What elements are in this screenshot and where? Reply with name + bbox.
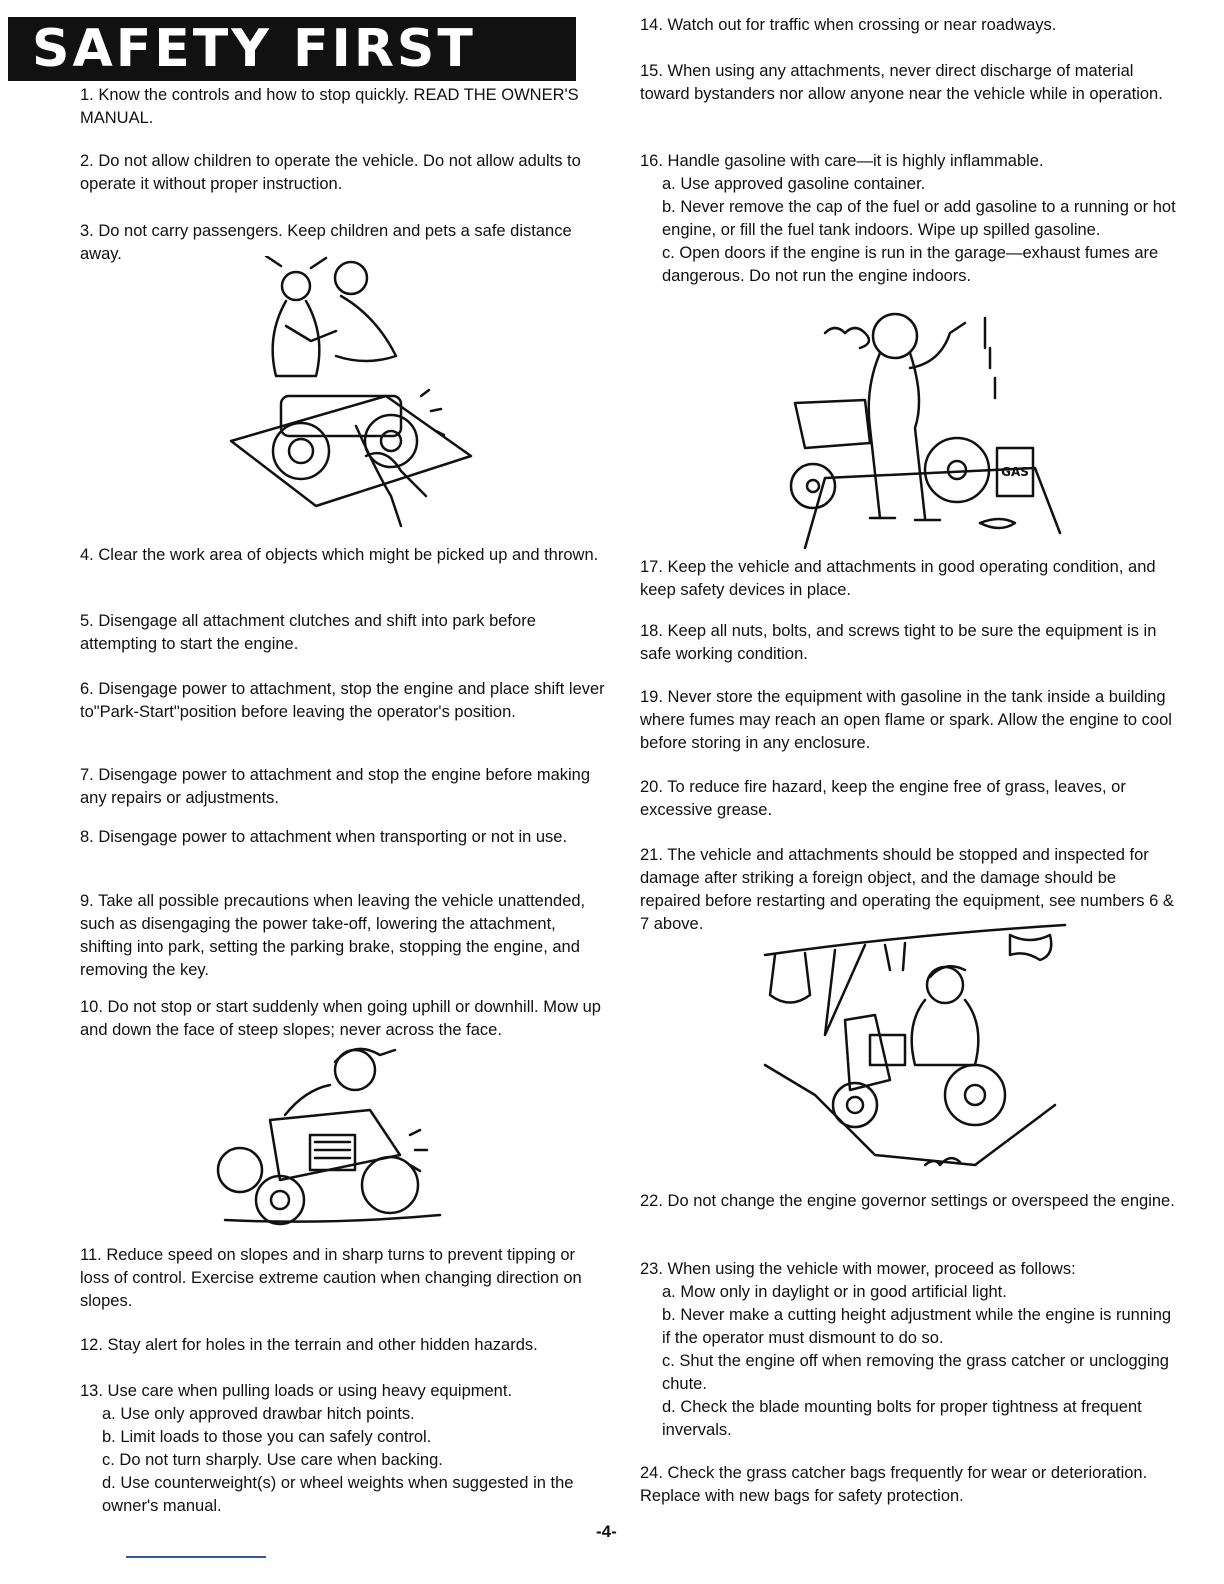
safety-rule-14: 14. Watch out for traffic when crossing or near roadways. — [640, 16, 1057, 34]
safety-rule-13: 13. Use care when pulling loads or using heavy equipment. a. Use only approved drawbar hitch points. b. Limit loads to those you can safely control. c. Do not turn sharply. Use care when backing. d. Use counterweight(s) or wheel weights when suggested in the owner's manual. — [80, 1380, 608, 1518]
safety-rule-13a: a. Use only approved drawbar hitch points. — [102, 1405, 415, 1423]
safety-rule-19: 19. Never store the equipment with gasoline in the tank inside a building where fumes may reach an open flame or spark. Allow the engine to cool before storing in any enclosure. — [640, 688, 1172, 752]
safety-rule-23b: b. Never make a cutting height adjustment while the engine is running if the operator must dismount to do so. — [662, 1306, 1172, 1347]
footer-rule — [126, 1556, 266, 1558]
safety-rule-23d: d. Check the blade mounting bolts for proper tightness at frequent invervals. — [662, 1398, 1142, 1439]
safety-rule-12: 12. Stay alert for holes in the terrain and other hidden hazards. — [80, 1336, 538, 1354]
safety-rule-11: 11. Reduce speed on slopes and in sharp turns to prevent tipping or loss of control. Exercise extreme caution when changing direction on slopes. — [80, 1246, 582, 1310]
safety-rule-13d: d. Use counterweight(s) or wheel weights when suggested in the owner's manual. — [102, 1474, 574, 1515]
safety-rule-6: 6. Disengage power to attachment, stop the engine and place shift lever to"Park-Start"position before leaving the operator's position. — [80, 680, 605, 721]
safety-rule-16a: a. Use approved gasoline container. — [662, 175, 926, 193]
gas-can-label: GAS — [1001, 465, 1029, 479]
safety-rule-9: 9. Take all possible precautions when leaving the vehicle unattended, such as disengaging the power take-off, lowering the attachment, shifting into park, setting the parking brake, stopping the engine, and removing the key. — [80, 892, 586, 979]
mower-on-slope-illustration — [210, 1040, 450, 1235]
safety-rule-23: 23. When using the vehicle with mower, proceed as follows: a. Mow only in daylight or in good artificial light. b. Never make a cutting height adjustment while the engine is running if the operator must dismount to do so. c. Shut the engine off when removing the grass catcher or unclogging chute. d. Check the blade mounting bolts for proper tightness at frequent invervals. — [640, 1258, 1180, 1442]
safety-rule-16c: c. Open doors if the engine is run in the garage—exhaust fumes are dangerous. Do not run the engine indoors. — [662, 244, 1159, 285]
safety-rule-21: 21. The vehicle and attachments should be stopped and inspected for damage after striking a foreign object, and the damage should be repaired before restarting and operating the equipment, see numbers 6 & 7 above. — [640, 846, 1174, 933]
safety-rule-18: 18. Keep all nuts, bolts, and screws tight to be sure the equipment is in safe working condition. — [640, 622, 1157, 663]
safety-rule-20: 20. To reduce fire hazard, keep the engine free of grass, leaves, or excessive grease. — [640, 778, 1126, 819]
safety-rule-22: 22. Do not change the engine governor settings or overspeed the engine. — [640, 1192, 1175, 1210]
smoking-near-gasoline-illustration — [785, 308, 1065, 553]
children-on-tractor-illustration — [226, 256, 476, 531]
safety-rule-13b: b. Limit loads to those you can safely control. — [102, 1428, 432, 1446]
safety-rule-10: 10. Do not stop or start suddenly when going uphill or downhill. Mow up and down the face of steep slopes; never across the face. — [80, 998, 601, 1039]
page-number: -4- — [596, 1522, 617, 1541]
safety-rule-7: 7. Disengage power to attachment and stop the engine before making any repairs or adjustments. — [80, 766, 591, 807]
safety-rule-23c: c. Shut the engine off when removing the grass catcher or unclogging chute. — [662, 1352, 1169, 1393]
safety-rule-23a: a. Mow only in daylight or in good artificial light. — [662, 1283, 1007, 1301]
safety-rule-16b: b. Never remove the cap of the fuel or add gasoline to a running or hot engine, or fill the fuel tank indoors. Wipe up spilled gasoline. — [662, 198, 1176, 239]
safety-rule-3: 3. Do not carry passengers. Keep children and pets a safe distance away. — [80, 222, 572, 263]
clothesline-hazard-illustration — [755, 915, 1075, 1180]
safety-rule-8: 8. Disengage power to attachment when transporting or not in use. — [80, 828, 568, 846]
safety-rule-24: 24. Check the grass catcher bags frequently for wear or deterioration. Replace with new bags for safety protection. — [640, 1464, 1148, 1505]
safety-rule-15: 15. When using any attachments, never direct discharge of material toward bystanders nor allow anyone near the vehicle while in operation. — [640, 62, 1163, 103]
safety-rule-5: 5. Disengage all attachment clutches and shift into park before attempting to start the engine. — [80, 612, 536, 653]
safety-rule-2: 2. Do not allow children to operate the vehicle. Do not allow adults to operate it without proper instruction. — [80, 152, 581, 193]
title-banner — [8, 17, 576, 81]
safety-rule-1: 1. Know the controls and how to stop quickly. READ THE OWNER'S MANUAL. — [80, 86, 579, 127]
safety-rule-16: 16. Handle gasoline with care—it is highly inflammable. a. Use approved gasoline container. b. Never remove the cap of the fuel or add gasoline to a running or hot engine, or fill the fuel tank indoors. Wipe up spilled gasoline. c. Open doors if the engine is run in the garage—exhaust fumes are dangerous. Do not run the engine indoors. — [640, 150, 1180, 288]
safety-rule-13c: c. Do not turn sharply. Use care when backing. — [102, 1451, 443, 1469]
safety-rule-4: 4. Clear the work area of objects which might be picked up and thrown. — [80, 546, 599, 564]
safety-rule-17: 17. Keep the vehicle and attachments in good operating condition, and keep safety devices in place. — [640, 558, 1156, 599]
page-title: SAFETY FIRST — [32, 19, 476, 79]
